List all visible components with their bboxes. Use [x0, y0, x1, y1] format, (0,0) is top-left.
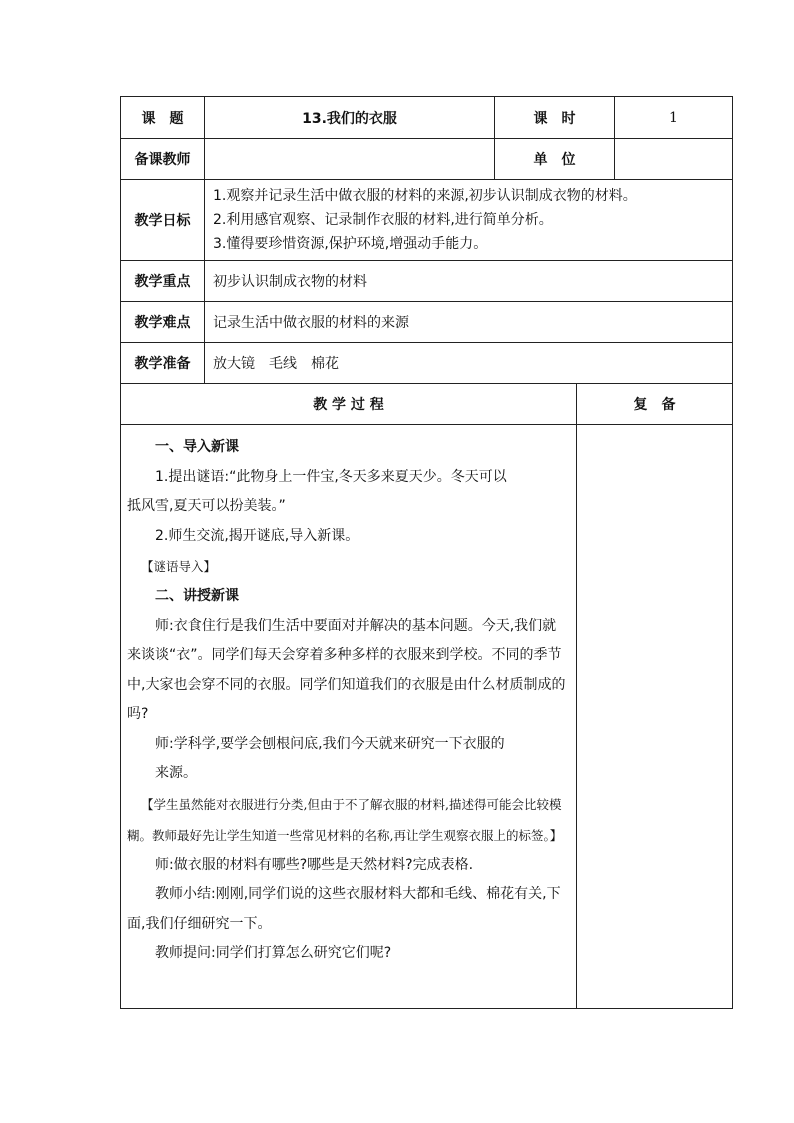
period-value: 1 — [615, 97, 733, 139]
difficulty-value: 记录生活中做衣服的材料的来源 — [205, 302, 733, 343]
preparation-value: 放大镜 毛线 棉花 — [205, 343, 733, 384]
process-header-right: 复 备 — [577, 384, 733, 425]
row-key-point — [121, 261, 733, 302]
process-content — [121, 425, 577, 1009]
lesson-plan — [120, 96, 732, 1009]
row-difficulty — [121, 302, 733, 343]
paragraph: 来源。 — [155, 765, 197, 781]
teacher-label: 备课教师 — [121, 139, 205, 180]
review-column — [577, 425, 733, 1009]
paragraph: 抵风雪,夏天可以扮美装。” — [127, 498, 286, 514]
lesson-plan-table — [120, 96, 733, 1009]
title-value: 13.我们的衣服 — [205, 97, 495, 139]
teacher-value — [205, 139, 495, 180]
note: 【谜语导入】 — [141, 559, 217, 574]
paragraph: 师:做衣服的材料有哪些?哪些是天然材料?完成表格. — [155, 856, 474, 873]
process-header-left: 教 学 过 程 — [121, 384, 577, 425]
row-goals — [121, 180, 733, 261]
title-label: 课 题 — [121, 97, 205, 139]
paragraph: 教师小结:刚刚,同学们说的这些衣服材料大都和毛线、棉花有关,下面,我们仔细研究一下。 — [127, 886, 561, 932]
goals-list — [205, 180, 733, 261]
unit-value — [615, 139, 733, 180]
section-title: 二、讲授新课 — [155, 588, 239, 604]
paragraph: 师:学科学,要学会刨根问底,我们今天就来研究一下衣服的 — [155, 735, 505, 752]
row-preparation — [121, 343, 733, 384]
goal-item: 3.懂得要珍惜资源,保护环境,增强动手能力。 — [213, 236, 488, 252]
period-label: 课 时 — [495, 97, 615, 139]
difficulty-label: 教学难点 — [121, 302, 205, 343]
paragraph: 2.师生交流,揭开谜底,导入新课。 — [155, 527, 360, 544]
note: 【学生虽然能对衣服进行分类,但由于不了解衣服的材料,描述得可能会比较模糊。教师最好先让学生知道一些常见材料的名称,再让学生观察衣服上的标签。】 — [127, 796, 563, 843]
goals-label: 教学日标 — [121, 180, 205, 261]
key-point-value: 初步认识制成衣物的材料 — [205, 261, 733, 302]
section-title: 一、导入新课 — [155, 439, 239, 455]
goal-item: 1.观察并记录生活中做衣服的材料的来源,初步认识制成衣物的材料。 — [213, 188, 637, 204]
row-process — [121, 425, 733, 1009]
goal-item: 2.利用感官观察、记录制作衣服的材料,进行简单分析。 — [213, 212, 553, 228]
unit-label: 单 位 — [495, 139, 615, 180]
row-teacher — [121, 139, 733, 180]
paragraph: 教师提问:同学们打算怎么研究它们呢? — [155, 945, 392, 961]
paragraph: 师:衣食住行是我们生活中要面对并解决的基本问题。今天,我们就来谈谈“衣”。同学们每天会穿着多种多样的衣服来到学校。不同的季节中,大家也会穿不同的衣服。同学们知道我们的衣服是由什么材质制成的吗? — [127, 617, 566, 722]
key-point-label: 教学重点 — [121, 261, 205, 302]
row-title — [121, 97, 733, 139]
preparation-label: 教学准备 — [121, 343, 205, 384]
row-process-header — [121, 384, 733, 425]
paragraph: 1.提出谜语:“此物身上一件宝,冬天多来夏天少。冬天可以 — [155, 468, 507, 485]
